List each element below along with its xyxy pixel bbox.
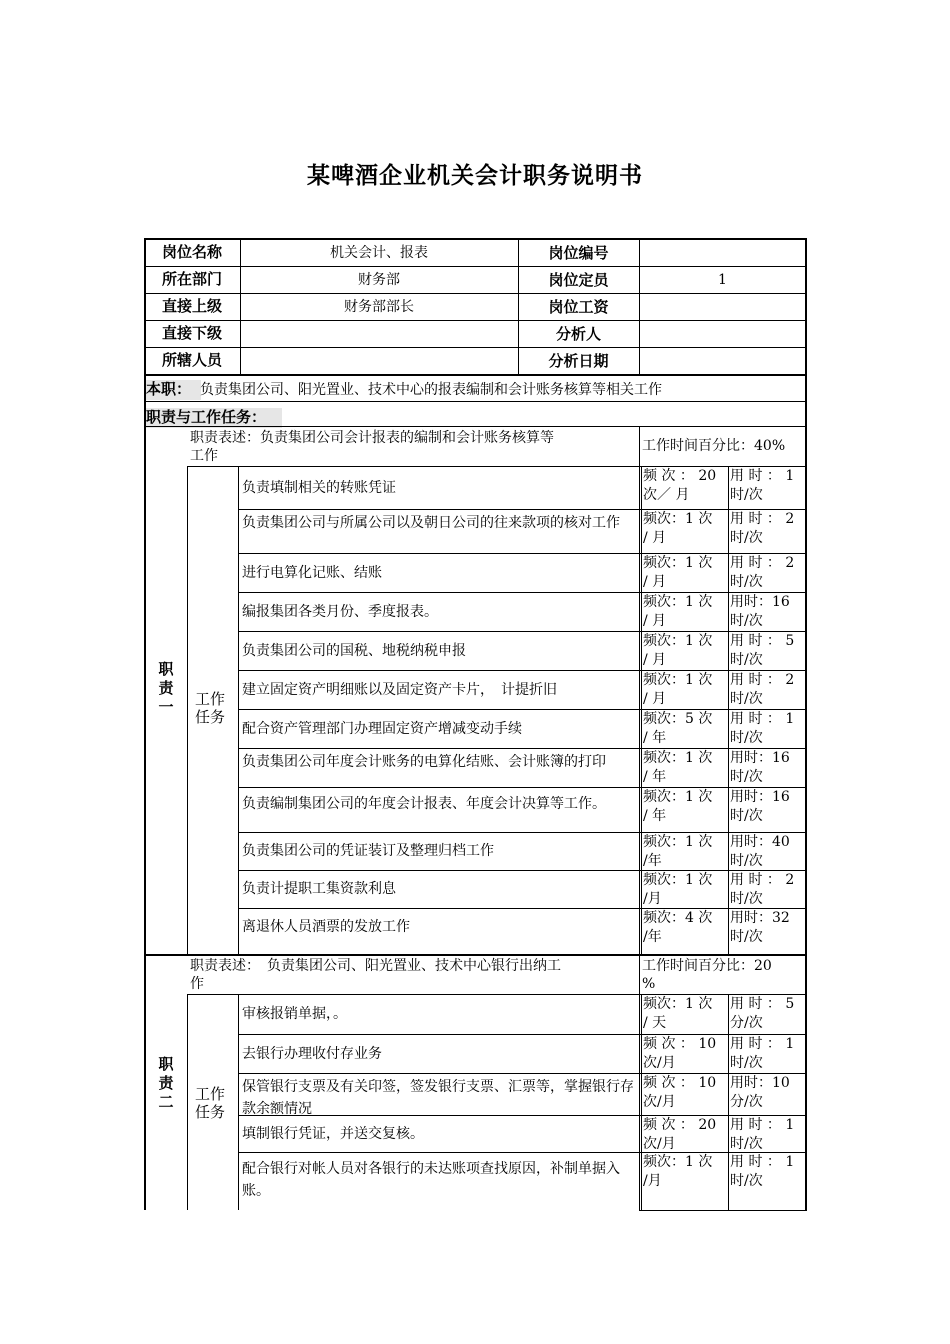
frequency-line: 频 次 ： 20 (643, 468, 717, 484)
analyst-label: 分析人 (555, 325, 601, 343)
frequency-line: 频次：1 次 (643, 672, 713, 688)
duty-2-task-text: 配合银行对帐人员对各银行的未达账项查找原因，补制单据入账。 (242, 1161, 620, 1199)
frequency-line: 频 次 ： 20 (643, 1117, 717, 1133)
duty-2-task-duration (730, 1153, 805, 1198)
duty-1-task-duration (730, 593, 805, 632)
duty-2-task-duration (730, 1116, 805, 1153)
duty-1-time-percent: 工作时间百分比：40% (642, 438, 786, 454)
duration-line: 用时：10 (730, 1075, 790, 1091)
duration-line: 时/次 (730, 929, 763, 945)
desc-col-rule (639, 954, 640, 994)
duty-1-task-frequency (643, 510, 727, 554)
duty-1-task-frequency (643, 593, 727, 632)
duty-1-label-char: 一 (158, 698, 174, 716)
time-col-rule (728, 466, 729, 954)
duty-1-task-duration (730, 749, 805, 788)
duty-1-task-frequency (643, 749, 727, 788)
duty-1-task-frequency (643, 788, 727, 833)
duty-2-task-text: 保管银行支票及有关印签，签发银行支票、汇票等，掌握银行存款余额情况 (242, 1079, 634, 1117)
duration-line: 用时：40 (730, 834, 790, 850)
duty-1-task-frequency (643, 671, 727, 710)
duty-2-tasks-label (195, 1085, 235, 1125)
duty-2-description-line2: 作 (190, 976, 204, 992)
duty-1-label-char: 职 (158, 660, 174, 678)
duty-1-task-duration (730, 510, 805, 554)
department-value: 财务部 (358, 272, 400, 288)
duty-1-task-text: 负责计提职工集资款利息 (242, 881, 396, 897)
duty-1-task-duration (730, 833, 805, 871)
frequency-line: 频次：1 次 (643, 594, 713, 610)
time-col-rule (728, 994, 729, 1210)
post-name-label: 岗位名称 (161, 243, 222, 261)
quota-label: 岗位定员 (548, 271, 609, 289)
frequency-line: / 天 (643, 1015, 667, 1031)
duty-2-tasks-label-line: 任务 (195, 1103, 226, 1121)
duration-line: 用时：16 (730, 789, 790, 805)
duty-1-task-duration (730, 909, 805, 947)
duty-1-task-frequency (643, 833, 727, 871)
frequency-line: / 月 (643, 652, 667, 668)
duty-1-task-text: 离退休人员酒票的发放工作 (242, 919, 410, 935)
frequency-line: / 年 (643, 769, 667, 785)
duration-line: 时/次 (730, 691, 763, 707)
direct-subordinate-value (240, 325, 518, 345)
info-row-rule (144, 320, 806, 321)
info-col-rule (639, 239, 640, 374)
duration-line: 用 时 ： 2 (730, 511, 795, 527)
duty-2-label-char: 职 (158, 1055, 174, 1073)
duty-2-description (190, 957, 640, 997)
duty-2-tasks-label-line: 工作 (195, 1085, 226, 1103)
duty-2-time-percent (642, 957, 805, 997)
duration-line: 时/次 (730, 891, 763, 907)
duty-2-task-frequency (643, 1153, 727, 1198)
freq-col-rule (641, 994, 642, 1210)
duration-line: 时/次 (730, 730, 763, 746)
duration-line: 时/次 (730, 652, 763, 668)
duty-2-task-frequency (643, 995, 727, 1035)
duration-line: 用 时 ： 5 (730, 633, 795, 649)
frequency-line: 频次：1 次 (643, 750, 713, 766)
task-text-col-rule (238, 994, 239, 1210)
duty-2-label-char: 二 (158, 1093, 174, 1111)
duty-1-tasks-label (195, 690, 235, 730)
duration-line: 用 时 ： 1 (730, 468, 795, 484)
frequency-line: 频次：1 次 (643, 555, 713, 571)
duty-2-task-frequency (643, 1035, 727, 1074)
duration-line: 用时：16 (730, 594, 790, 610)
frequency-line: 频次：1 次 (643, 996, 713, 1012)
duty-1-task-frequency (643, 909, 727, 947)
duration-line: 时/次 (730, 1173, 763, 1189)
duty-2-task-frequency (643, 1116, 727, 1153)
staff-value (240, 352, 518, 372)
frequency-line: 频次：1 次 (643, 872, 713, 888)
duration-line: 用 时 ： 2 (730, 872, 795, 888)
direct-superior-label: 直接上级 (161, 297, 222, 315)
frequency-line: 频次：1 次 (643, 511, 713, 527)
freq-col-rule (639, 994, 640, 1210)
frequency-line: 次／ 月 (643, 487, 690, 503)
duration-line: 时/次 (730, 613, 763, 629)
duty-2-time-percent-line2: % (642, 976, 656, 992)
task-text-col-rule (238, 466, 239, 954)
page-title: 某啤酒企业机关会计职务说明书 (307, 163, 643, 189)
summary-top-rule (144, 374, 807, 376)
duty-1-task-frequency (643, 467, 727, 510)
frequency-line: 频 次 ： 10 (643, 1075, 717, 1091)
duration-line: 分/次 (730, 1094, 763, 1110)
duty-1-label (156, 660, 176, 720)
duty-1-task-duration (730, 467, 805, 510)
duty-1-task-duration (730, 788, 805, 833)
direct-superior-value: 财务部部长 (344, 299, 414, 315)
duty-2-task-text: 填制银行凭证，并送交复核。 (242, 1126, 424, 1142)
analyst-value (639, 325, 806, 345)
duty-1-task-frequency (643, 871, 727, 909)
duty-1-tasks-label-line: 工作 (195, 690, 226, 708)
desc-col-rule (639, 426, 640, 466)
duty-1-task-frequency (643, 710, 727, 749)
department-label: 所在部门 (161, 270, 222, 288)
duty-1-task-text: 负责填制相关的转账凭证 (242, 480, 396, 496)
duration-line: 用 时 ： 1 (730, 1154, 795, 1170)
duration-line: 分/次 (730, 1015, 763, 1031)
duty-summary-label: 本职： (146, 380, 201, 400)
frequency-line: 频次：4 次 (643, 910, 713, 926)
duty-2-description-line1: 职责表述： 负责集团公司、阳光置业、技术中心银行出纳工 (190, 958, 561, 974)
duty-1-task-text: 负责集团公司年度会计账务的电算化结账、会计账簿的打印 (242, 754, 606, 770)
duration-line: 用时：32 (730, 910, 790, 926)
frequency-line: 频次：5 次 (643, 711, 713, 727)
analysis-date-value (639, 352, 806, 372)
duration-line: 时/次 (730, 1055, 763, 1071)
tasks-col-rule (187, 994, 188, 1210)
duty-1-task-duration (730, 671, 805, 710)
duration-line: 时/次 (730, 574, 763, 590)
responsibilities-rule (144, 426, 806, 427)
duty-1-task-text: 负责编制集团公司的年度会计报表、年度会计决算等工作。 (242, 796, 606, 812)
duration-line: 时/次 (730, 487, 763, 503)
duty-1-tasks-label-line: 任务 (195, 708, 226, 726)
duty-1-task-text: 负责集团公司与所属公司以及朝日公司的往来款项的核对工作 (242, 515, 620, 531)
analysis-date-label: 分析日期 (548, 352, 609, 370)
duty-2-task-duration (730, 995, 805, 1035)
info-col-rule (240, 239, 241, 374)
duty-1-task-duration (730, 632, 805, 671)
duty-2-task-text: 审核报销单据，。 (242, 1006, 347, 1022)
table-bottom-rule (639, 1210, 806, 1211)
duty-1-description (190, 429, 640, 469)
frequency-line: /年 (643, 929, 662, 945)
frequency-line: /年 (643, 853, 662, 869)
tasks-col-rule (187, 466, 188, 954)
duty-separator-rule (144, 954, 807, 956)
duty-1-description-line2: 工作 (190, 448, 218, 464)
duty-1-task-text: 配合资产管理部门办理固定资产增减变动手续 (242, 721, 522, 737)
duty-2-label-char: 责 (158, 1074, 174, 1092)
duty-1-task-frequency (643, 554, 727, 593)
duration-line: 用 时 ： 5 (730, 996, 795, 1012)
duration-line: 用 时 ： 2 (730, 555, 795, 571)
duty-1-description-line1: 职责表述：负责集团公司会计报表的编制和会计账务核算等 (190, 430, 554, 446)
duty-2-label (156, 1055, 176, 1115)
freq-col-rule (641, 466, 642, 954)
info-row-rule (144, 266, 806, 267)
duration-line: 用 时 ： 1 (730, 1036, 795, 1052)
duty-1-task-text: 负责集团公司的国税、地税纳税申报 (242, 643, 466, 659)
summary-bottom-rule (144, 401, 806, 402)
frequency-line: 次/月 (643, 1055, 676, 1071)
info-row-rule (144, 293, 806, 294)
info-col-rule (518, 239, 519, 374)
frequency-line: / 月 (643, 574, 667, 590)
info-row-rule (144, 347, 806, 348)
duty-1-task-text: 负责集团公司的凭证装订及整理归档工作 (242, 843, 494, 859)
duration-line: 时/次 (730, 808, 763, 824)
frequency-line: / 月 (643, 530, 667, 546)
duty-1-task-text: 建立固定资产明细账以及固定资产卡片， 计提折旧 (242, 682, 557, 698)
duty-summary-text: 负责集团公司、阳光置业、技术中心的报表编制和会计账务核算等相关工作 (200, 382, 662, 398)
duty-2-task-frequency (643, 1074, 727, 1116)
frequency-line: 频 次 ： 10 (643, 1036, 717, 1052)
staff-label: 所辖人员 (161, 351, 222, 369)
frequency-line: 频次：1 次 (643, 633, 713, 649)
post-code-label: 岗位编号 (548, 244, 609, 262)
frequency-line: 频次：1 次 (643, 1154, 713, 1170)
duration-line: 时/次 (730, 1136, 763, 1152)
duty-2-task-duration (730, 1074, 805, 1116)
duty-1-task-text: 编报集团各类月份、季度报表。 (242, 604, 438, 620)
table-top-rule (144, 238, 807, 240)
duty-1-task-duration (730, 710, 805, 749)
frequency-line: 次/月 (643, 1136, 676, 1152)
duty-1-task-frequency (643, 632, 727, 671)
post-salary-label: 岗位工资 (548, 298, 609, 316)
table-right-rule (805, 238, 807, 1211)
duty-1-task-text: 进行电算化记账、结账 (242, 565, 382, 581)
duration-line: 用时：16 (730, 750, 790, 766)
duty-1-label-char: 责 (158, 679, 174, 697)
duty-2-task-text: 去银行办理收付存业务 (242, 1046, 382, 1062)
post-code-value (639, 244, 806, 264)
frequency-line: /月 (643, 1173, 662, 1189)
duration-line: 用 时 ： 1 (730, 711, 795, 727)
frequency-line: / 年 (643, 808, 667, 824)
duty-1-task-duration (730, 554, 805, 593)
freq-col-rule (639, 466, 640, 954)
duration-line: 时/次 (730, 769, 763, 785)
duration-line: 用 时 ： 2 (730, 672, 795, 688)
duty-2-time-percent-line1: 工作时间百分比：20 (642, 958, 772, 974)
frequency-line: / 年 (643, 730, 667, 746)
duration-line: 时/次 (730, 530, 763, 546)
duration-line: 用 时 ： 1 (730, 1117, 795, 1133)
table-left-rule (144, 238, 146, 1210)
responsibilities-header: 职责与工作任务： (146, 408, 282, 428)
frequency-line: /月 (643, 891, 662, 907)
duty-2-task-duration (730, 1035, 805, 1074)
frequency-line: / 月 (643, 613, 667, 629)
frequency-line: 频次：1 次 (643, 789, 713, 805)
quota-value: 1 (718, 272, 727, 288)
direct-subordinate-label: 直接下级 (161, 324, 222, 342)
frequency-line: 次/月 (643, 1094, 676, 1110)
post-name-value: 机关会计、报表 (330, 245, 428, 261)
duty-1-task-duration (730, 871, 805, 909)
frequency-line: 频次：1 次 (643, 834, 713, 850)
post-salary-value (639, 298, 806, 318)
duration-line: 时/次 (730, 853, 763, 869)
frequency-line: / 月 (643, 691, 667, 707)
